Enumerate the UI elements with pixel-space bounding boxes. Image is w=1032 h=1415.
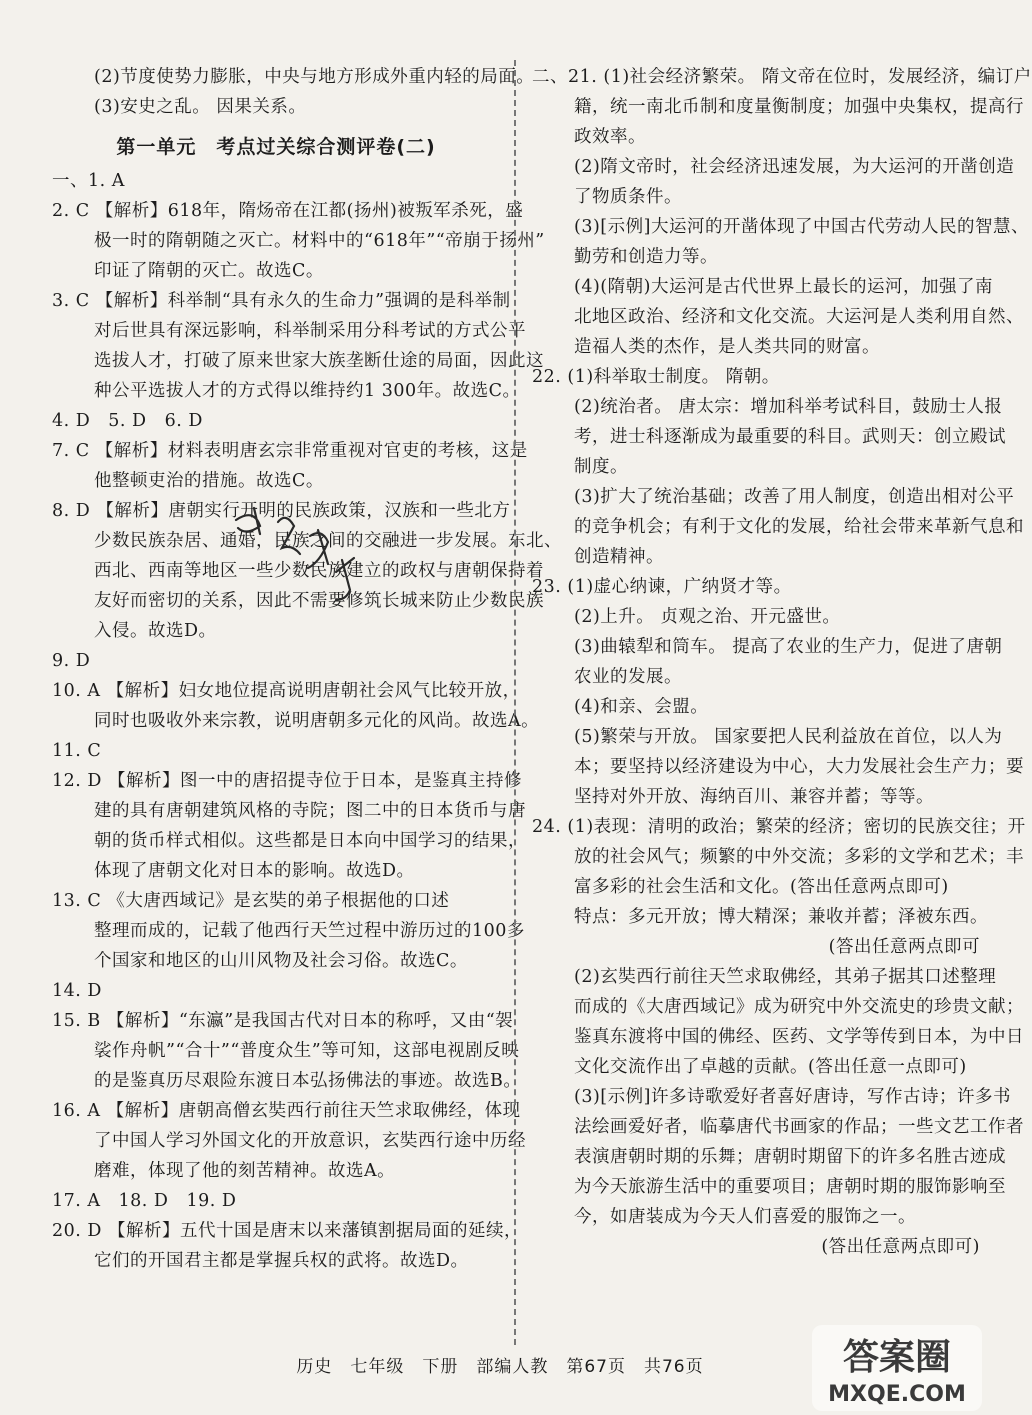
text-line: 11. C	[52, 741, 102, 761]
text-line: 入侵。故选D。	[94, 621, 217, 641]
right-column	[532, 62, 1032, 1262]
text-line: 制度。	[574, 457, 628, 477]
text-line: 选拔人才，打破了原来世家大族垄断仕途的局面，因此这	[94, 351, 544, 371]
text-line: 而成的《大唐西域记》成为研究中外交流史的珍贵文献；	[574, 997, 1024, 1017]
text-line: (4)和亲、会盟。	[574, 697, 709, 717]
text-line: 西北、西南等地区一些少数民族建立的政权与唐朝保持着	[94, 561, 544, 581]
text-line: 磨难，体现了他的刻苦精神。故选A。	[94, 1161, 396, 1181]
watermark-sub: MXQE.COM	[828, 1382, 966, 1407]
text-line: 22. (1)科举取士制度。 隋朝。	[532, 367, 780, 387]
text-line: (答出任意两点即可	[828, 937, 980, 957]
left-answer-lines	[52, 166, 562, 1276]
handwriting-scribble	[226, 500, 386, 630]
text-line: (3)扩大了统治基础；改善了用人制度，创造出相对公平	[574, 487, 1015, 507]
text-line: 裟作舟帆”“合十”“普度众生”等可知，这部电视剧反映	[94, 1041, 520, 1061]
text-line: 4. D 5. D 6. D	[52, 411, 203, 431]
text-line: 20. D 【解析】五代十国是唐末以来藩镇割据局面的延续，	[52, 1221, 522, 1241]
text-line: 23. (1)虚心纳谏，广纳贤才等。	[532, 577, 792, 597]
section-title: 第一单元 考点过关综合测评卷(二)	[116, 136, 436, 158]
text-line: 为今天旅游生活中的重要项目；唐朝时期的服饰影响至	[574, 1177, 1006, 1197]
text-line: 农业的发展。	[574, 667, 682, 687]
text-line: 的竞争机会；有利于文化的发展，给社会带来革新气息和	[574, 517, 1024, 537]
text-line: 体现了唐朝文化对日本的影响。故选D。	[94, 861, 415, 881]
text-line: 9. D	[52, 651, 91, 671]
watermark-logo-icon	[812, 1325, 982, 1411]
text-line: 了物质条件。	[574, 187, 682, 207]
text-line: 表演唐朝时期的乐舞；唐朝时期留下的许多名胜古迹成	[574, 1147, 1006, 1167]
text-line: 了中国人学习外国文化的开放意识，玄奘西行途中历经	[94, 1131, 526, 1151]
text-line: 10. A 【解析】妇女地位提高说明唐朝社会风气比较开放，	[52, 681, 521, 701]
text-line: 对后世具有深远影响，科举制采用分科考试的方式公平	[94, 321, 526, 341]
page-footer: 历史 七年级 下册 部编人教 第67页 共76页	[296, 1357, 704, 1377]
text-line: (3)曲辕犁和筒车。 提高了农业的生产力，促进了唐朝	[574, 637, 1003, 657]
right-answer-lines	[532, 62, 1032, 1262]
text-line: 15. B 【解析】“东瀛”是我国古代对日本的称呼，又由“袈	[52, 1011, 514, 1031]
text-line: 少数民族杂居、通婚，民族之间的交融进一步发展。东北、	[94, 531, 562, 551]
text-line: 今，如唐装成为今天人们喜爱的服饰之一。	[574, 1207, 916, 1227]
text-line: (2)节度使势力膨胀，中央与地方形成外重内轻的局面。	[94, 67, 535, 87]
text-line: 文化交流作出了卓越的贡献。(答出任意一点即可)	[574, 1057, 967, 1077]
text-line: 8. D 【解析】唐朝实行开明的民族政策，汉族和一些北方	[52, 501, 511, 521]
column-divider	[514, 60, 516, 1345]
text-line: (答出任意两点即可)	[821, 1237, 980, 1257]
text-line: 16. A 【解析】唐朝高僧玄奘西行前往天竺求取佛经，体现	[52, 1101, 521, 1121]
text-line: (3)[示例]大运河的开凿体现了中国古代劳动人民的智慧、	[574, 217, 1029, 237]
text-line: 种公平选拔人才的方式得以维持约1 300年。故选C。	[94, 381, 521, 401]
text-line: 它们的开国君主都是掌握兵权的武将。故选D。	[94, 1251, 469, 1271]
text-line: 政效率。	[574, 127, 646, 147]
text-line: 鉴真东渡将中国的佛经、医药、文学等传到日本，为中日	[574, 1027, 1024, 1047]
text-line: 极一时的隋朝随之灭亡。材料中的“618年”“帝崩于扬州”	[94, 231, 545, 251]
text-line: 14. D	[52, 981, 102, 1001]
watermark-main: 答案圈	[842, 1337, 952, 1378]
text-line: 他整顿吏治的措施。故选C。	[94, 471, 324, 491]
text-line: 13. C 《大唐西域记》是玄奘的弟子根据他的口述	[52, 891, 450, 911]
text-line: (2)隋文帝时，社会经济迅速发展，为大运河的开凿创造	[574, 157, 1015, 177]
text-line: 勤劳和创造力等。	[574, 247, 718, 267]
text-line: 17. A 18. D 19. D	[52, 1191, 237, 1211]
text-line: 一、1. A	[52, 171, 125, 191]
text-line: 个国家和地区的山川风物及社会习俗。故选C。	[94, 951, 468, 971]
text-line: 富多彩的社会生活和文化。(答出任意两点即可)	[574, 877, 949, 897]
text-line: 坚持对外开放、海纳百川、兼容并蓄；等等。	[574, 787, 934, 807]
text-line: 特点：多元开放；博大精深；兼收并蓄；泽被东西。	[574, 907, 988, 927]
left-column	[52, 62, 562, 1276]
text-line: 建的具有唐朝建筑风格的寺院；图二中的日本货币与唐	[94, 801, 526, 821]
text-line: 北地区政治、经济和文化交流。大运河是人类利用自然、	[574, 307, 1024, 327]
text-line: (2)玄奘西行前往天竺求取佛经，其弟子据其口述整理	[574, 967, 997, 987]
text-line: (2)上升。 贞观之治、开元盛世。	[574, 607, 841, 627]
text-line: 的是鉴真历尽艰险东渡日本弘扬佛法的事迹。故选B。	[94, 1071, 522, 1091]
text-line: 法绘画爱好者，临摹唐代书画家的作品；一些文艺工作者	[574, 1117, 1024, 1137]
text-line: 放的社会风气；频繁的中外交流；多彩的文学和艺术；丰	[574, 847, 1024, 867]
text-line: (3)[示例]许多诗歌爱好者喜好唐诗，写作古诗；许多书	[574, 1087, 1011, 1107]
text-line: 造福人类的杰作，是人类共同的财富。	[574, 337, 880, 357]
text-line: 朝的货币样式相似。这些都是日本向中国学习的结果，	[94, 831, 526, 851]
text-line: (5)繁荣与开放。 国家要把人民利益放在首位，以人为	[574, 727, 1003, 747]
text-line: (2)统治者。 唐太宗：增加科举考试科目，鼓励士人报	[574, 397, 1003, 417]
text-line: 本；要坚持以经济建设为中心，大力发展社会生产力；要	[574, 757, 1024, 777]
text-line: 同时也吸收外来宗教，说明唐朝多元化的风尚。故选A。	[94, 711, 540, 731]
text-line: 考，进士科逐渐成为最重要的科目。武则天：创立殿试	[574, 427, 1006, 447]
text-line: 7. C 【解析】材料表明唐玄宗非常重视对官吏的考核，这是	[52, 441, 528, 461]
text-line: 12. D 【解析】图一中的唐招提寺位于日本，是鉴真主持修	[52, 771, 522, 791]
text-line: 创造精神。	[574, 547, 664, 567]
text-line: 籍，统一南北币制和度量衡制度；加强中央集权，提高行	[574, 97, 1024, 117]
text-line: (3)安史之乱。 因果关系。	[94, 97, 307, 117]
text-line: 整理而成的，记载了他西行天竺过程中游历过的100多	[94, 921, 525, 941]
text-line: 3. C 【解析】科举制“具有永久的生命力”强调的是科举制	[52, 291, 511, 311]
text-line: 24. (1)表现：清明的政治；繁荣的经济；密切的民族交往；开	[532, 817, 1026, 837]
text-line: 印证了隋朝的灭亡。故选C。	[94, 261, 324, 281]
text-line: 2. C 【解析】618年，隋炀帝在江都(扬州)被叛军杀死，盛	[52, 201, 524, 221]
text-line: 二、21. (1)社会经济繁荣。 隋文帝在位时，发展经济，编订户	[532, 67, 1032, 87]
text-line: (4)(隋朝)大运河是古代世界上最长的运河，加强了南	[574, 277, 993, 297]
text-line: 友好而密切的关系，因此不需要修筑长城来防止少数民族	[94, 591, 544, 611]
